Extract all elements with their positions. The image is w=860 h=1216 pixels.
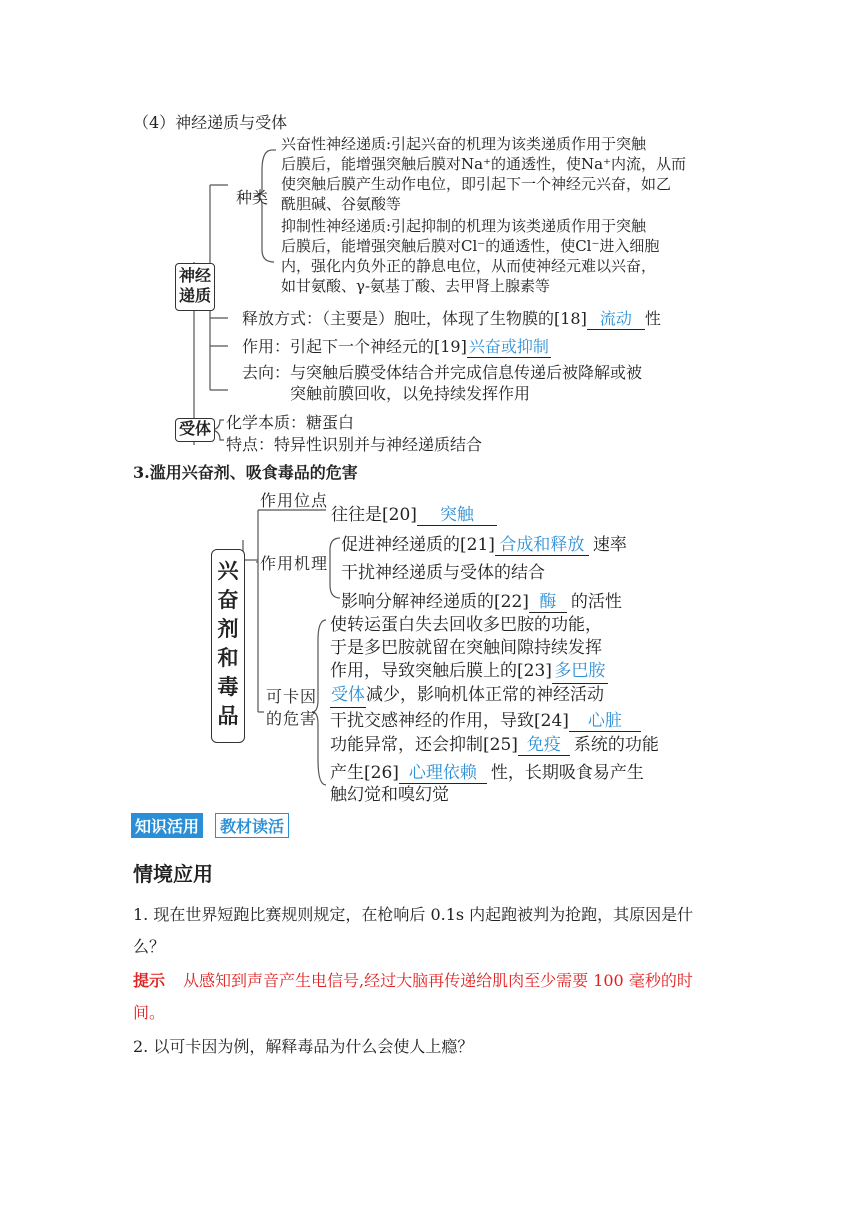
mech3-prefix: 影响分解神经递质的[22] bbox=[341, 592, 529, 612]
neurotransmitter-box-line1: 神经 bbox=[178, 266, 211, 285]
harm3-suffix: 性，长期吸食易产生 bbox=[490, 763, 644, 783]
drugs-box bbox=[211, 549, 245, 743]
harm1-line: 于是多巴胺就留在突触间隙持续发挥 bbox=[330, 638, 602, 658]
harm2-line2-prefix: 功能异常，还会抑制[25] bbox=[330, 735, 518, 755]
hint-text: 从感知到声音产生电信号,经过大脑再传递给肌肉至少需要 100 毫秒的时 bbox=[183, 971, 693, 990]
harm1-line4 bbox=[330, 684, 608, 708]
site-line bbox=[331, 500, 497, 526]
inhibitory-line: 抑制性神经递质:引起抑制的机理为该类递质作用于突触 bbox=[281, 217, 647, 235]
harm-label-line1: 可卡因 bbox=[266, 687, 318, 706]
answer-24: 心脏 bbox=[569, 706, 641, 732]
drugs-box-char: 剂 bbox=[217, 616, 239, 641]
harm3-prefix: 产生[26] bbox=[330, 763, 399, 783]
function-prefix: 作用：引起下一个神经元的[19] bbox=[242, 337, 467, 356]
answer-23a: 多巴胺 bbox=[552, 660, 608, 684]
drugs-box-char: 兴 bbox=[217, 558, 239, 583]
mech3-suffix: 的活性 bbox=[570, 592, 622, 612]
inhibitory-line: 内，强化内负外正的静息电位，从而使神经元难以兴奋， bbox=[281, 257, 657, 275]
fate-line: 突触前膜回收，以免持续发挥作用 bbox=[290, 384, 531, 403]
neurotransmitter-box-line2: 递质 bbox=[178, 286, 211, 305]
inhibitory-line: 如甘氨酸、γ-氨基丁酸、去甲肾上腺素等 bbox=[281, 277, 551, 295]
mech1-prefix: 促进神经递质的[21] bbox=[341, 535, 495, 555]
excitatory-line: 兴奋性神经递质:引起兴奋的机理为该类递质作用于突触 bbox=[281, 135, 647, 153]
release-prefix: 释放方式：（主要是）胞吐，体现了生物膜的[18] bbox=[242, 309, 587, 328]
mech1-suffix: 速率 bbox=[592, 535, 627, 555]
harm3-line-2: 触幻觉和嗅幻觉 bbox=[330, 785, 449, 805]
harm1-line: 使转运蛋白失去回收多巴胺的功能， bbox=[330, 615, 602, 635]
app-heading: 情境应用 bbox=[133, 862, 213, 886]
receptor-feature: 特点：特异性识别并与神经递质结合 bbox=[226, 435, 483, 454]
harm1-line4-suffix: 减少，影响机体正常的神经活动 bbox=[366, 685, 604, 705]
hint-label: 提示 bbox=[133, 971, 166, 990]
drugs-box-char: 和 bbox=[217, 645, 239, 670]
harm-label-line2: 的危害 bbox=[266, 709, 318, 728]
drugs-box-char: 毒 bbox=[217, 674, 239, 699]
neurotransmitter-box bbox=[175, 263, 215, 311]
question-2: 2. 以可卡因为例，解释毒品为什么会使人上瘾？ bbox=[133, 1037, 474, 1056]
harm2-line2-suffix: 系统的功能 bbox=[573, 735, 659, 755]
section3-heading: 3.滥用兴奋剂、吸食毒品的危害 bbox=[133, 463, 358, 482]
site-label: 作用位点 bbox=[260, 491, 329, 510]
harm1-block bbox=[330, 614, 608, 708]
question-1-line2: 么？ bbox=[133, 937, 166, 956]
site-prefix: 往往是[20] bbox=[331, 505, 417, 525]
question-1-line1: 1. 现在世界短跑比赛规则规定，在枪响后 0.1s 内起跑被判为抢跑，其原因是什 bbox=[133, 905, 694, 924]
tag-textbook-read: 教材读活 bbox=[215, 813, 289, 838]
excitatory-line: 酰胆碱、谷氨酸等 bbox=[281, 195, 402, 213]
receptor-box: 受体 bbox=[175, 418, 215, 442]
answer-23b: 受体 bbox=[330, 684, 366, 708]
mech-label: 作用机理 bbox=[260, 554, 329, 573]
drugs-box-char: 品 bbox=[217, 703, 239, 728]
excitatory-block bbox=[281, 134, 686, 214]
harm2-line-2 bbox=[330, 730, 659, 756]
answer-18: 流动 bbox=[587, 306, 645, 330]
excitatory-line: 使突触后膜产生动作电位，即引起下一个神经元兴奋，如乙 bbox=[281, 175, 672, 193]
answer-19: 兴奋或抑制 bbox=[467, 334, 551, 358]
excitatory-line: 后膜后，能增强突触后膜对Na⁺的通透性，使Na⁺内流，从而 bbox=[281, 155, 686, 173]
types-label: 种类 bbox=[236, 188, 269, 207]
fate-line: 去向：与突触后膜受体结合并完成信息传递后被降解或被 bbox=[242, 363, 643, 382]
mech-line-1 bbox=[341, 530, 627, 556]
function-line bbox=[242, 334, 551, 358]
harm2-line-1 bbox=[330, 706, 641, 732]
mech-line-2: 干扰神经递质与受体的结合 bbox=[341, 563, 545, 583]
answer-20: 突触 bbox=[417, 500, 497, 526]
answer-25: 免疫 bbox=[518, 730, 570, 756]
release-suffix: 性 bbox=[644, 309, 661, 328]
mech-line-3 bbox=[341, 587, 622, 613]
inhibitory-block bbox=[281, 216, 659, 296]
answer-21: 合成和释放 bbox=[495, 530, 589, 556]
inhibitory-line: 后膜后，能增强突触后膜对Cl⁻的通透性，使Cl⁻进入细胞 bbox=[281, 237, 660, 255]
hint-line1 bbox=[133, 968, 693, 991]
answer-26: 心理依赖 bbox=[399, 758, 487, 784]
receptor-nature: 化学本质：糖蛋白 bbox=[226, 413, 355, 432]
release-line bbox=[242, 306, 661, 330]
harm-label bbox=[266, 686, 317, 730]
harm2-prefix: 干扰交感神经的作用，导致[24] bbox=[330, 711, 569, 731]
answer-22: 酶 bbox=[529, 587, 567, 613]
harm1-line3 bbox=[330, 660, 608, 684]
tag-knowledge-use: 知识活用 bbox=[131, 813, 203, 838]
drugs-box-char: 奋 bbox=[217, 587, 239, 612]
fate-block bbox=[242, 362, 642, 404]
section4-heading: （4）神经递质与受体 bbox=[133, 113, 288, 132]
harm1-line3-prefix: 作用，导致突触后膜上的[23] bbox=[330, 661, 552, 681]
hint-line2: 间。 bbox=[133, 1003, 166, 1022]
